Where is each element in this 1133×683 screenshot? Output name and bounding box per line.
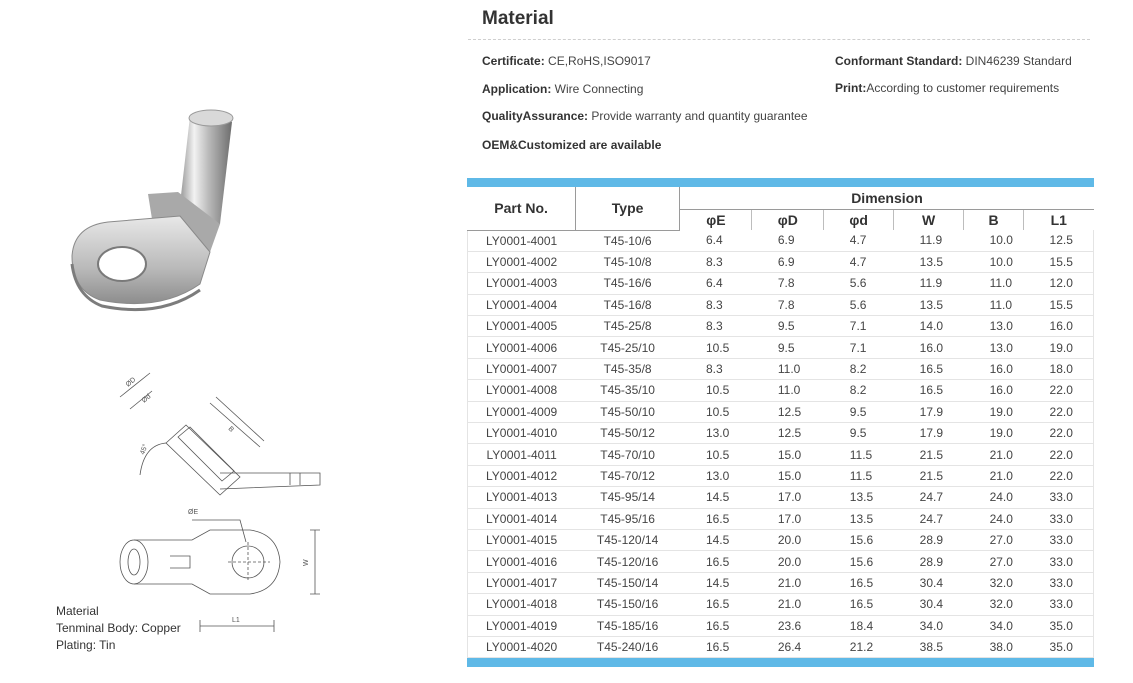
header-phid: φd (824, 209, 894, 230)
cell-phiE: 8.3 (680, 294, 752, 315)
cell-phiD: 15.0 (752, 465, 824, 486)
cell-phiD: 11.0 (752, 358, 824, 379)
cell-phiD: 9.5 (752, 337, 824, 358)
cell-phiD: 21.0 (752, 594, 824, 615)
cell-B: 16.0 (964, 358, 1024, 379)
cell-L1: 33.0 (1024, 551, 1094, 572)
header-phiD: φD (752, 209, 824, 230)
cell-W: 28.9 (894, 529, 964, 550)
cell-part-no: LY0001-4020 (468, 636, 576, 657)
dim-label-W: W (303, 559, 310, 566)
cell-L1: 12.0 (1024, 273, 1094, 294)
cell-phiE: 10.5 (680, 444, 752, 465)
cell-W: 30.4 (894, 572, 964, 593)
cell-B: 32.0 (964, 594, 1024, 615)
cell-B: 10.0 (964, 251, 1024, 272)
cell-W: 21.5 (894, 444, 964, 465)
cell-part-no: LY0001-4009 (468, 401, 576, 422)
cell-W: 30.4 (894, 594, 964, 615)
cell-part-no: LY0001-4018 (468, 594, 576, 615)
table-row (468, 594, 1094, 615)
cell-phiE: 16.5 (680, 551, 752, 572)
cell-B: 19.0 (964, 423, 1024, 444)
cell-phid: 16.5 (824, 572, 894, 593)
cell-W: 16.5 (894, 358, 964, 379)
cell-phid: 7.1 (824, 316, 894, 337)
header-B: B (964, 209, 1024, 230)
cell-type: T45-25/8 (575, 316, 680, 337)
print-label: Print: (835, 81, 867, 95)
cell-L1: 18.0 (1024, 358, 1094, 379)
certificate-info (482, 54, 651, 68)
cell-phid: 15.6 (824, 551, 894, 572)
cell-phiE: 14.5 (680, 487, 752, 508)
cell-phiE: 13.0 (680, 465, 752, 486)
cell-phiD: 26.4 (752, 636, 824, 657)
product-photo (60, 104, 290, 334)
table-row (468, 551, 1094, 572)
cell-part-no: LY0001-4019 (468, 615, 576, 636)
quality-info (482, 109, 808, 123)
cell-phiD: 21.0 (752, 572, 824, 593)
cell-phid: 11.5 (824, 444, 894, 465)
cell-part-no: LY0001-4017 (468, 572, 576, 593)
cell-W: 14.0 (894, 316, 964, 337)
cell-W: 17.9 (894, 401, 964, 422)
cell-phiD: 12.5 (752, 401, 824, 422)
spec-table-wrap (467, 178, 1094, 667)
cell-W: 28.9 (894, 551, 964, 572)
cell-type: T45-35/8 (575, 358, 680, 379)
dim-label-L1: L1 (232, 617, 240, 624)
cell-W: 24.7 (894, 487, 964, 508)
cell-phiE: 14.5 (680, 572, 752, 593)
cell-type: T45-70/12 (575, 465, 680, 486)
cell-B: 11.0 (964, 273, 1024, 294)
dim-label-phid: Ød (140, 393, 153, 405)
cell-type: T45-10/8 (575, 251, 680, 272)
cell-phid: 8.2 (824, 358, 894, 379)
cell-phiD: 12.5 (752, 423, 824, 444)
table-row (468, 572, 1094, 593)
cell-phiE: 8.3 (680, 251, 752, 272)
table-row (468, 615, 1094, 636)
table-row (468, 465, 1094, 486)
cell-B: 13.0 (964, 316, 1024, 337)
table-row (468, 636, 1094, 657)
cell-part-no: LY0001-4003 (468, 273, 576, 294)
cell-phiE: 6.4 (680, 273, 752, 294)
cell-phiE: 13.0 (680, 423, 752, 444)
cell-type: T45-16/8 (575, 294, 680, 315)
cell-part-no: LY0001-4013 (468, 487, 576, 508)
cell-L1: 15.5 (1024, 294, 1094, 315)
cell-L1: 33.0 (1024, 529, 1094, 550)
material-note (56, 603, 181, 654)
cell-B: 21.0 (964, 465, 1024, 486)
application-info (482, 82, 643, 96)
cell-phiE: 6.4 (680, 230, 752, 251)
cell-phiD: 9.5 (752, 316, 824, 337)
cell-B: 24.0 (964, 487, 1024, 508)
cell-L1: 12.5 (1024, 230, 1094, 251)
cell-phid: 13.5 (824, 508, 894, 529)
cell-type: T45-50/10 (575, 401, 680, 422)
cell-type: T45-150/16 (575, 594, 680, 615)
cell-type: T45-16/6 (575, 273, 680, 294)
dim-label-phiE: ØE (188, 509, 199, 516)
cell-phiE: 8.3 (680, 358, 752, 379)
cell-part-no: LY0001-4002 (468, 251, 576, 272)
cell-phiD: 17.0 (752, 508, 824, 529)
cell-phiE: 10.5 (680, 401, 752, 422)
table-row (468, 337, 1094, 358)
table-top-bar (467, 178, 1094, 187)
cell-W: 17.9 (894, 423, 964, 444)
header-type: Type (575, 187, 680, 230)
cell-part-no: LY0001-4005 (468, 316, 576, 337)
print-info (835, 81, 1059, 95)
cell-W: 38.5 (894, 636, 964, 657)
spec-table-body (468, 230, 1094, 658)
cell-phiD: 20.0 (752, 551, 824, 572)
cell-part-no: LY0001-4011 (468, 444, 576, 465)
cell-phiE: 16.5 (680, 636, 752, 657)
print-value: According to customer requirements (866, 81, 1060, 95)
cell-part-no: LY0001-4012 (468, 465, 576, 486)
cell-type: T45-10/6 (575, 230, 680, 251)
material-note-body: Tenminal Body: Copper (56, 621, 181, 635)
cell-B: 27.0 (964, 551, 1024, 572)
cell-L1: 35.0 (1024, 615, 1094, 636)
table-row (468, 508, 1094, 529)
cell-L1: 33.0 (1024, 487, 1094, 508)
certificate-label: Certificate: (482, 54, 545, 68)
cell-phid: 9.5 (824, 423, 894, 444)
cell-phiE: 10.5 (680, 380, 752, 401)
cell-B: 21.0 (964, 444, 1024, 465)
table-row (468, 251, 1094, 272)
oem-info (482, 138, 661, 152)
cell-B: 32.0 (964, 572, 1024, 593)
cell-part-no: LY0001-4010 (468, 423, 576, 444)
quality-value: Provide warranty and quantity guarantee (588, 109, 808, 123)
cell-phid: 4.7 (824, 251, 894, 272)
title-divider (468, 39, 1090, 40)
cell-B: 34.0 (964, 615, 1024, 636)
cell-type: T45-95/14 (575, 487, 680, 508)
cell-L1: 22.0 (1024, 465, 1094, 486)
cell-part-no: LY0001-4006 (468, 337, 576, 358)
cell-part-no: LY0001-4004 (468, 294, 576, 315)
cell-phiE: 8.3 (680, 316, 752, 337)
certificate-value: CE,RoHS,ISO9017 (544, 54, 651, 68)
cell-W: 13.5 (894, 294, 964, 315)
cell-B: 38.0 (964, 636, 1024, 657)
cell-phid: 7.1 (824, 337, 894, 358)
cell-L1: 35.0 (1024, 636, 1094, 657)
cell-phiD: 15.0 (752, 444, 824, 465)
side-view-drawing (100, 365, 335, 505)
dim-label-angle: 45° (139, 443, 150, 456)
standard-info (835, 54, 1072, 68)
cell-B: 11.0 (964, 294, 1024, 315)
cell-B: 19.0 (964, 401, 1024, 422)
cell-phid: 18.4 (824, 615, 894, 636)
cell-L1: 22.0 (1024, 423, 1094, 444)
quality-label: QualityAssurance: (482, 109, 589, 123)
cell-phiD: 6.9 (752, 230, 824, 251)
cell-type: T45-120/16 (575, 551, 680, 572)
cell-L1: 33.0 (1024, 508, 1094, 529)
cell-phiD: 7.8 (752, 273, 824, 294)
cell-B: 24.0 (964, 508, 1024, 529)
page-title: Material (482, 8, 554, 29)
header-L1: L1 (1024, 209, 1094, 230)
cell-phiE: 10.5 (680, 337, 752, 358)
header-phiE: φE (680, 209, 752, 230)
table-row (468, 529, 1094, 550)
cell-phid: 9.5 (824, 401, 894, 422)
table-row (468, 273, 1094, 294)
cell-type: T45-120/14 (575, 529, 680, 550)
material-note-plating: Plating: Tin (56, 638, 116, 652)
cell-W: 34.0 (894, 615, 964, 636)
cell-phiD: 7.8 (752, 294, 824, 315)
cell-L1: 22.0 (1024, 401, 1094, 422)
table-row (468, 487, 1094, 508)
spec-table (467, 187, 1094, 658)
cell-B: 16.0 (964, 380, 1024, 401)
header-dimension: Dimension (680, 187, 1094, 209)
cell-phid: 8.2 (824, 380, 894, 401)
dim-label-phiD: ØD (124, 376, 138, 389)
cell-W: 21.5 (894, 465, 964, 486)
material-note-title: Material (56, 604, 99, 618)
cell-part-no: LY0001-4014 (468, 508, 576, 529)
table-row (468, 423, 1094, 444)
cell-phiD: 23.6 (752, 615, 824, 636)
cell-B: 13.0 (964, 337, 1024, 358)
cell-L1: 16.0 (1024, 316, 1094, 337)
table-bottom-bar (467, 658, 1094, 667)
cell-L1: 15.5 (1024, 251, 1094, 272)
cell-phiE: 16.5 (680, 615, 752, 636)
table-row (468, 401, 1094, 422)
cell-type: T45-150/14 (575, 572, 680, 593)
cell-phiD: 20.0 (752, 529, 824, 550)
cell-type: T45-35/10 (575, 380, 680, 401)
table-row (468, 358, 1094, 379)
cell-W: 16.5 (894, 380, 964, 401)
cell-part-no: LY0001-4015 (468, 529, 576, 550)
cell-type: T45-95/16 (575, 508, 680, 529)
cell-phiE: 16.5 (680, 594, 752, 615)
cell-L1: 22.0 (1024, 380, 1094, 401)
cell-W: 24.7 (894, 508, 964, 529)
cell-W: 11.9 (894, 273, 964, 294)
header-part-no: Part No. (468, 187, 576, 230)
cell-phid: 16.5 (824, 594, 894, 615)
cell-phid: 5.6 (824, 273, 894, 294)
cell-phid: 15.6 (824, 529, 894, 550)
cell-phiE: 16.5 (680, 508, 752, 529)
cell-phiE: 14.5 (680, 529, 752, 550)
cell-phid: 11.5 (824, 465, 894, 486)
cell-part-no: LY0001-4007 (468, 358, 576, 379)
dim-label-B: B (226, 425, 235, 434)
cell-part-no: LY0001-4008 (468, 380, 576, 401)
cell-W: 11.9 (894, 230, 964, 251)
table-row (468, 294, 1094, 315)
cell-W: 13.5 (894, 251, 964, 272)
cell-type: T45-25/10 (575, 337, 680, 358)
cell-L1: 33.0 (1024, 572, 1094, 593)
cell-type: T45-50/12 (575, 423, 680, 444)
table-row (468, 380, 1094, 401)
cell-type: T45-70/10 (575, 444, 680, 465)
header-W: W (894, 209, 964, 230)
cell-L1: 22.0 (1024, 444, 1094, 465)
cell-phiD: 17.0 (752, 487, 824, 508)
application-value: Wire Connecting (551, 82, 644, 96)
cell-L1: 33.0 (1024, 594, 1094, 615)
table-row (468, 230, 1094, 251)
table-row (468, 316, 1094, 337)
cell-B: 10.0 (964, 230, 1024, 251)
standard-label: Conformant Standard: (835, 54, 963, 68)
cell-part-no: LY0001-4016 (468, 551, 576, 572)
cell-phiD: 11.0 (752, 380, 824, 401)
cell-part-no: LY0001-4001 (468, 230, 576, 251)
table-row (468, 444, 1094, 465)
cell-phid: 5.6 (824, 294, 894, 315)
cell-phid: 4.7 (824, 230, 894, 251)
cell-phid: 13.5 (824, 487, 894, 508)
cell-W: 16.0 (894, 337, 964, 358)
cell-B: 27.0 (964, 529, 1024, 550)
cell-phid: 21.2 (824, 636, 894, 657)
cell-phiD: 6.9 (752, 251, 824, 272)
cell-L1: 19.0 (1024, 337, 1094, 358)
standard-value: DIN46239 Standard (962, 54, 1072, 68)
cell-type: T45-240/16 (575, 636, 680, 657)
oem-text: OEM&Customized are available (482, 138, 662, 152)
application-label: Application: (482, 82, 552, 96)
cell-type: T45-185/16 (575, 615, 680, 636)
